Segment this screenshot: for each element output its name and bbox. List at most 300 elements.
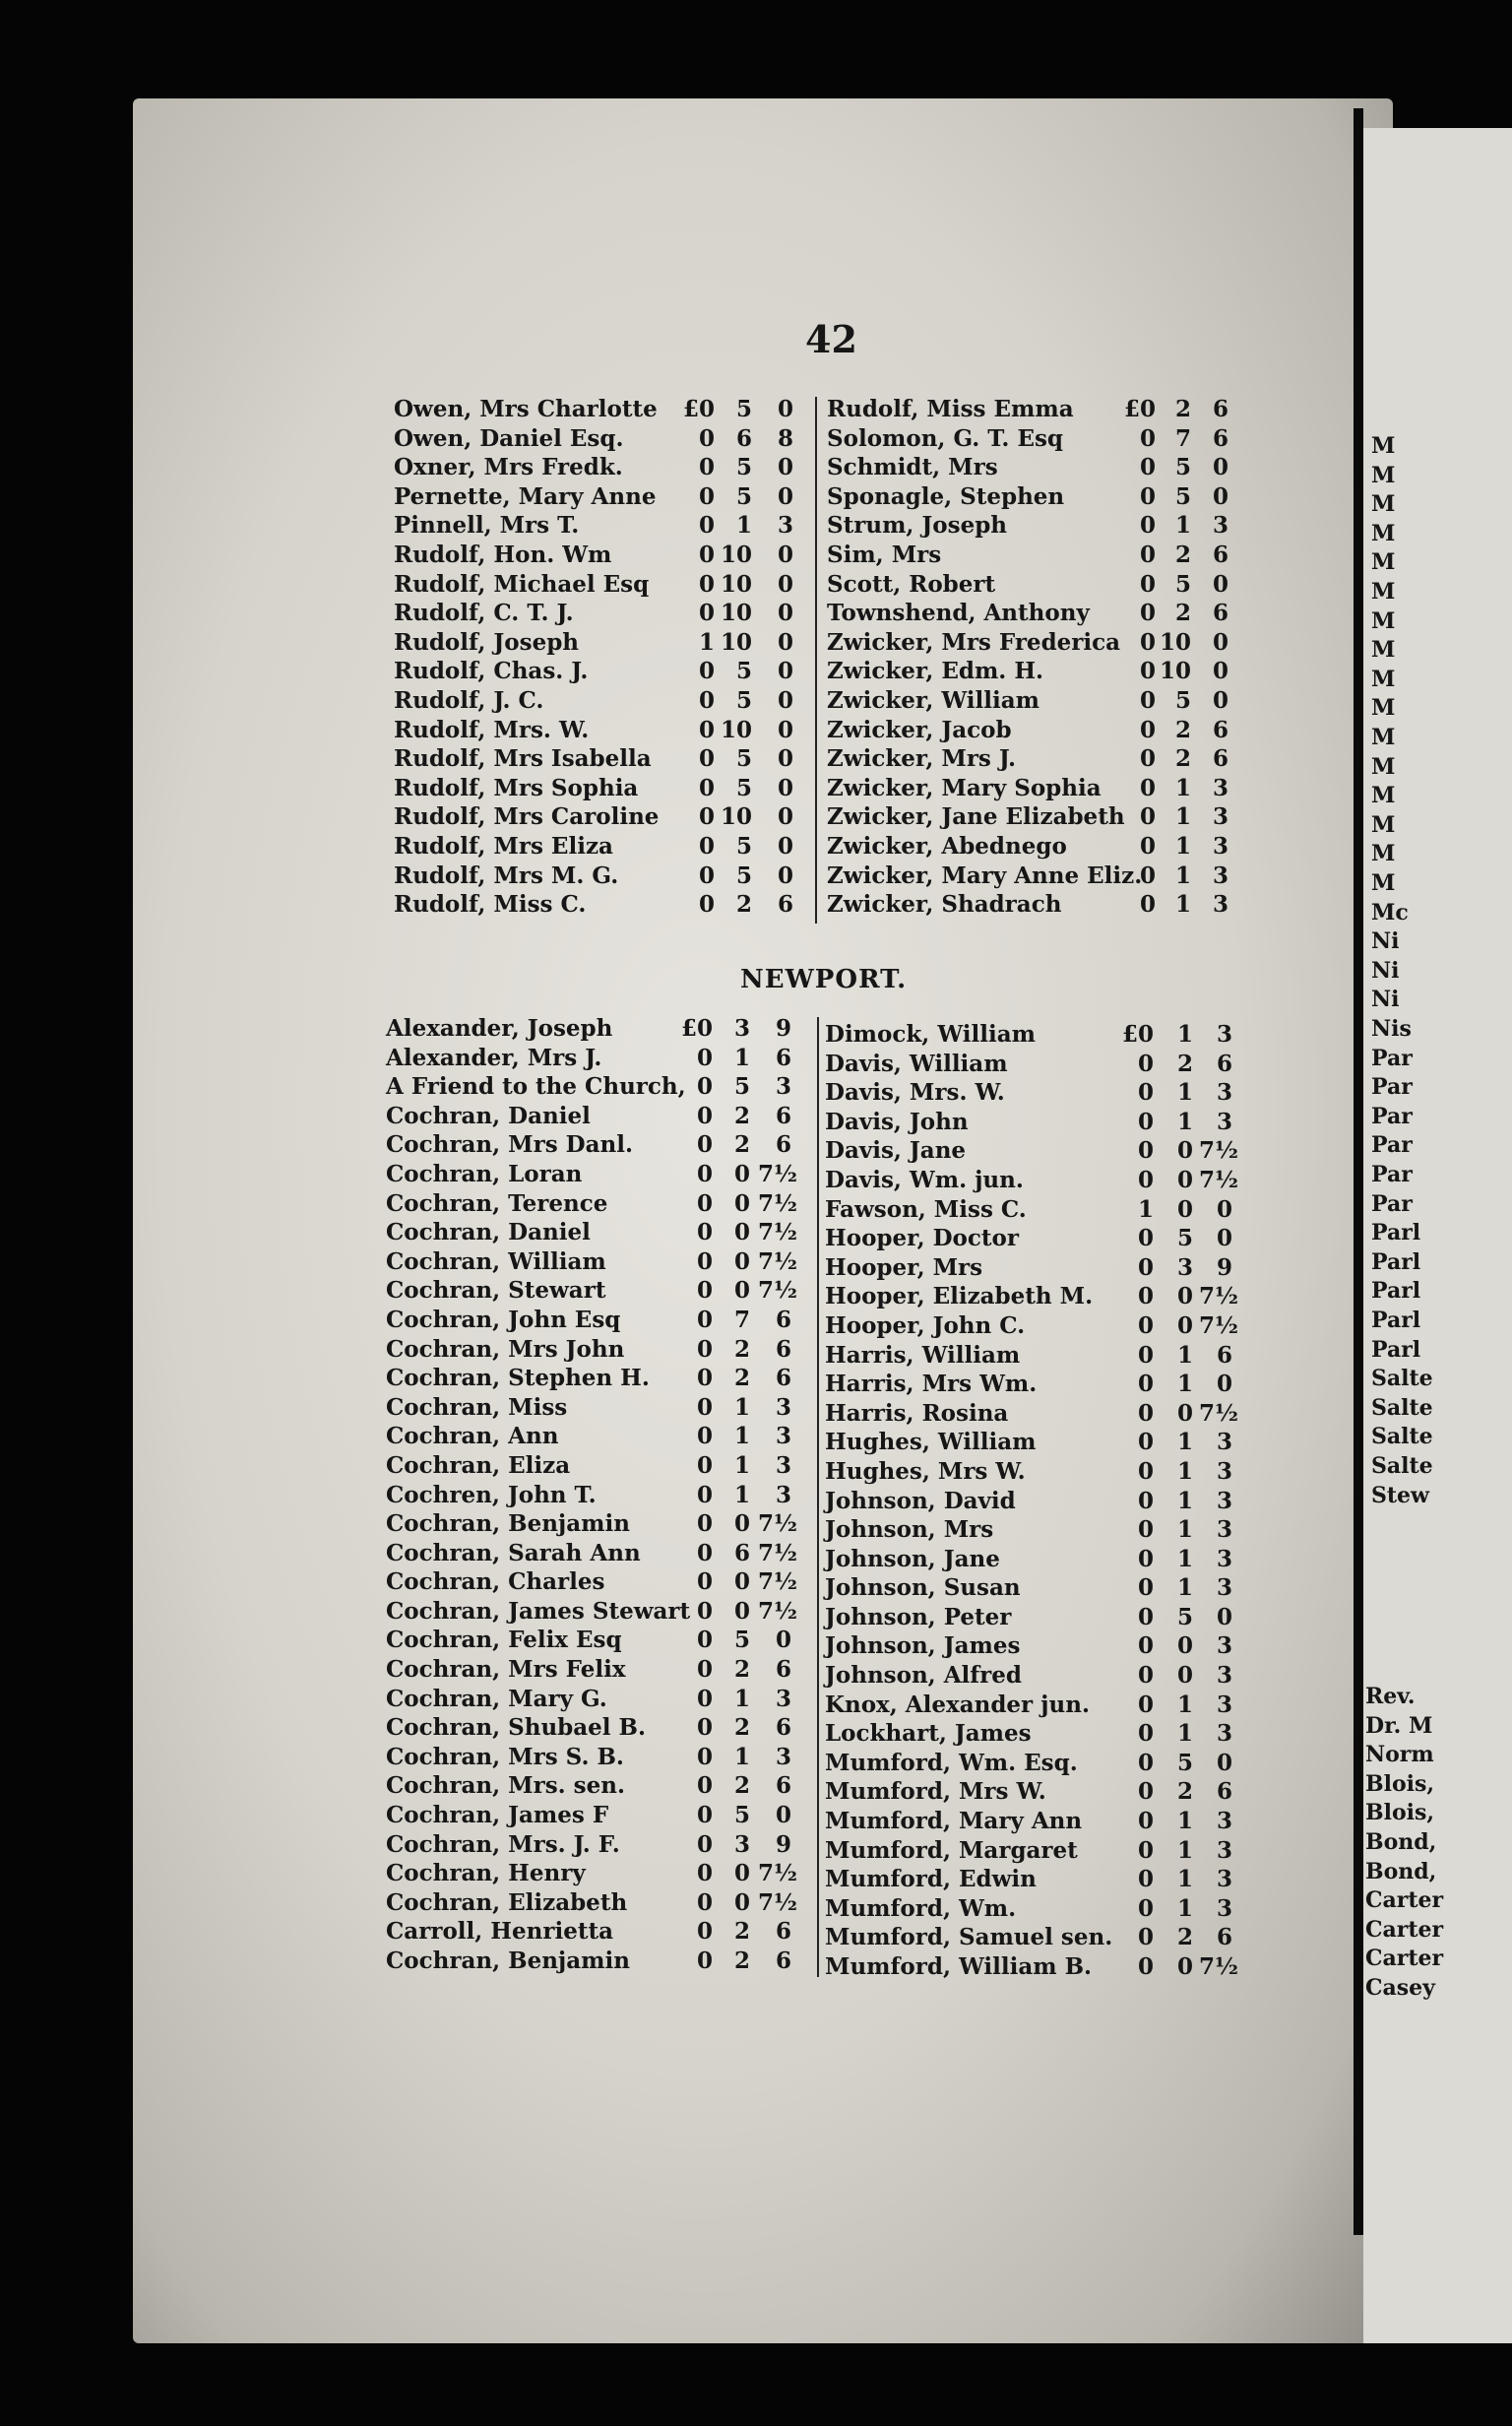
shillings-value: 1	[1176, 1079, 1193, 1107]
facing-page-fragment: M	[1371, 462, 1396, 488]
pence-value: 3	[1212, 803, 1228, 831]
subscriber-name: Sponagle, Stephen	[827, 482, 1065, 510]
pence-value: 6	[1212, 716, 1228, 743]
shillings-value: 1	[1174, 891, 1191, 919]
subscriber-name: Davis, William	[825, 1050, 1008, 1077]
facing-page-fragment: M	[1371, 637, 1396, 664]
pence-value: 0	[1216, 1371, 1232, 1398]
pence-value: 0	[775, 1627, 791, 1654]
subscriber-name: Rudolf, J. C.	[394, 686, 544, 714]
pence-value: 3	[1216, 1720, 1232, 1748]
shillings-value: 2	[733, 1102, 750, 1129]
pounds-value: 0	[696, 1830, 713, 1858]
facing-page-fragment: Parl	[1371, 1308, 1421, 1333]
subscriber-name: Zwicker, Mrs J.	[827, 745, 1016, 773]
subscriber-name: Mumford, William B.	[825, 1953, 1093, 1980]
facing-page-edge	[1363, 128, 1512, 2343]
pounds-value: 0	[1137, 1371, 1154, 1398]
pounds-value: 0	[1137, 1894, 1154, 1922]
shillings-value: 5	[735, 774, 752, 801]
pounds-value: 0	[698, 512, 715, 540]
shillings-value: 1	[1176, 1487, 1193, 1514]
pounds-value: 0	[696, 1597, 713, 1625]
shillings-value: 0	[1176, 1195, 1193, 1223]
shillings-value: 2	[1174, 745, 1191, 773]
pounds-value: 0	[1137, 1836, 1154, 1864]
subscriber-name: Cochran, Elizabeth	[386, 1888, 628, 1916]
subscriber-name: Cochran, Stewart	[386, 1277, 606, 1305]
pounds-value: 0	[698, 862, 715, 889]
pounds-value: 0	[696, 1131, 713, 1159]
shillings-value: 0	[733, 1160, 750, 1187]
shillings-value: 2	[733, 1131, 750, 1159]
pence-value: 0	[777, 482, 793, 510]
pence-value: 7½	[758, 1189, 797, 1217]
subscriber-name: Rudolf, Mrs. W.	[394, 716, 590, 743]
shillings-value: 2	[1176, 1924, 1193, 1951]
facing-page-fragment: Ni	[1371, 987, 1400, 1013]
pence-value: 7½	[758, 1568, 797, 1596]
shillings-value: 5	[735, 686, 752, 714]
pence-value: 7½	[1199, 1399, 1238, 1427]
pence-value: 6	[1212, 745, 1228, 773]
pounds-value: 0	[698, 482, 715, 510]
pounds-value: 0	[1137, 1341, 1154, 1369]
pence-value: 3	[1216, 1574, 1232, 1602]
pence-value: 9	[1216, 1253, 1232, 1281]
subscriber-name: Zwicker, Edm. H.	[827, 658, 1044, 685]
subscriber-name: Cochran, Mrs Danl.	[386, 1131, 633, 1159]
pence-value: 7½	[758, 1219, 797, 1246]
pence-value: 3	[1216, 1021, 1232, 1048]
shillings-value: 1	[1176, 1894, 1193, 1922]
subscriber-name: Pinnell, Mrs T.	[394, 512, 580, 540]
pence-value: 0	[1212, 570, 1228, 598]
facing-page-fragment: Par	[1371, 1190, 1413, 1217]
pence-value: 3	[1212, 832, 1228, 860]
facing-page-fragment: Par	[1371, 1132, 1413, 1159]
pence-value: 7½	[758, 1597, 797, 1625]
pounds-value: 0	[696, 1189, 713, 1217]
pence-value: 6	[1212, 541, 1228, 568]
subscriber-name: Zwicker, Jane Elizabeth	[827, 803, 1125, 831]
subscriber-name: Alexander, Joseph	[386, 1015, 613, 1042]
pounds-value: 0	[698, 803, 715, 831]
shillings-value: 1	[733, 1393, 750, 1421]
pence-value: 3	[1216, 1516, 1232, 1544]
shillings-value: 5	[1174, 482, 1191, 510]
pence-value: 0	[777, 396, 793, 422]
subscriber-name: Cochran, John Esq	[386, 1306, 621, 1333]
shillings-value: 1	[733, 1423, 750, 1450]
pounds-value: £0	[680, 1015, 713, 1042]
pounds-value: 0	[1137, 1662, 1154, 1690]
pence-value: 3	[1212, 891, 1228, 919]
pounds-value: 0	[696, 1539, 713, 1566]
pounds-value: 0	[696, 1423, 713, 1450]
pounds-value: 0	[696, 1306, 713, 1333]
shillings-value: 1	[1174, 832, 1191, 860]
pounds-value: 0	[1139, 862, 1156, 889]
subscriber-name: Hooper, Elizabeth M.	[825, 1283, 1094, 1310]
facing-page-fragment: Bond,	[1365, 1858, 1437, 1884]
subscriber-name: Johnson, Peter	[825, 1603, 1012, 1630]
facing-page-fragment: Salte	[1371, 1394, 1433, 1421]
facing-page-fragment: Norm	[1365, 1742, 1434, 1768]
pounds-value: 0	[696, 1568, 713, 1596]
shillings-value: 1	[733, 1685, 750, 1712]
subscriber-name: Rudolf, Mrs Eliza	[394, 832, 613, 860]
subscriber-name: Zwicker, Mrs Frederica	[827, 628, 1121, 656]
facing-page-fragment: Parl	[1371, 1336, 1421, 1363]
shillings-value: 0	[1176, 1311, 1193, 1339]
pounds-value: 0	[1137, 1691, 1154, 1718]
facing-page-fragment: M	[1371, 666, 1396, 692]
pounds-value: 0	[696, 1947, 713, 1974]
pounds-value: 0	[1139, 600, 1156, 627]
shillings-value: 3	[733, 1015, 750, 1042]
pounds-value: 0	[696, 1160, 713, 1187]
shillings-value: 5	[735, 482, 752, 510]
subscriber-name: Cochran, Henry	[386, 1860, 586, 1887]
pence-value: 6	[775, 1656, 791, 1684]
pounds-value: 0	[1139, 686, 1156, 714]
shillings-value: 0	[1176, 1137, 1193, 1165]
pounds-value: 0	[696, 1860, 713, 1887]
shillings-value: 1	[733, 1743, 750, 1770]
pence-value: 6	[775, 1044, 791, 1071]
pence-value: 6	[777, 891, 793, 919]
subscriber-name: Cochran, Terence	[386, 1189, 608, 1217]
shillings-value: 2	[733, 1714, 750, 1742]
column-separator	[815, 397, 817, 924]
pence-value: 6	[1216, 1050, 1232, 1077]
shillings-value: 2	[733, 1656, 750, 1684]
pounds-value: 0	[1137, 1808, 1154, 1835]
pounds-value: 0	[696, 1393, 713, 1421]
subscriber-name: Cochran, Felix Esq	[386, 1627, 622, 1654]
facing-page-fragment: Rev.	[1365, 1684, 1416, 1709]
pence-value: 6	[1216, 1778, 1232, 1806]
pounds-value: 0	[698, 774, 715, 801]
shillings-value: 5	[733, 1627, 750, 1654]
pence-value: 0	[777, 803, 793, 831]
subscriber-name: Pernette, Mary Anne	[394, 482, 657, 510]
subscriber-name: Zwicker, Jacob	[827, 716, 1012, 743]
pounds-value: 0	[1137, 1866, 1154, 1893]
pounds-value: 0	[1139, 803, 1156, 831]
pence-value: 6	[1216, 1341, 1232, 1369]
pence-value: 3	[1216, 1545, 1232, 1572]
pounds-value: 0	[1137, 1749, 1154, 1776]
pence-value: 3	[1216, 1429, 1232, 1456]
shillings-value: 2	[735, 891, 752, 919]
pence-value: 0	[777, 570, 793, 598]
shillings-value: 2	[1176, 1050, 1193, 1077]
shillings-value: 2	[1174, 541, 1191, 568]
pence-value: 0	[777, 774, 793, 801]
subscriber-name: Zwicker, William	[827, 686, 1040, 714]
shillings-value: 2	[1174, 716, 1191, 743]
shillings-value: 5	[733, 1073, 750, 1101]
subscriber-name: Cochran, Mary G.	[386, 1685, 607, 1712]
pounds-value: 0	[696, 1102, 713, 1129]
pounds-value: 0	[1139, 541, 1156, 568]
pounds-value: 0	[696, 1685, 713, 1712]
subscriber-name: Johnson, Alfred	[825, 1662, 1023, 1690]
pounds-value: 0	[696, 1451, 713, 1479]
pounds-value: 0	[1139, 512, 1156, 540]
pounds-value: 0	[1139, 658, 1156, 685]
subscriber-name: Hooper, John C.	[825, 1311, 1026, 1339]
pence-value: 3	[1216, 1836, 1232, 1864]
shillings-value: 5	[735, 454, 752, 481]
subscriber-name: A Friend to the Church,	[386, 1073, 686, 1101]
shillings-value: 2	[733, 1365, 750, 1392]
pounds-value: 0	[696, 1772, 713, 1800]
pounds-value: 0	[1139, 832, 1156, 860]
shillings-value: 1	[733, 1481, 750, 1508]
facing-page-fragment: M	[1371, 433, 1396, 459]
subscriber-name: Solomon, G. T. Esq	[827, 424, 1064, 452]
shillings-value: 0	[1176, 1662, 1193, 1690]
subscriber-name: Rudolf, Joseph	[394, 628, 580, 656]
shillings-value: 1	[733, 1451, 750, 1479]
facing-page-fragment: Blois,	[1365, 1800, 1435, 1826]
subscriber-name: Cochran, Mrs. J. F.	[386, 1830, 620, 1858]
subscriber-name: Cochran, Daniel	[386, 1102, 591, 1129]
facing-page-fragment: Par	[1371, 1162, 1413, 1187]
facing-page-fragment: Ni	[1371, 928, 1400, 955]
shillings-value: 2	[733, 1947, 750, 1974]
pounds-value: 0	[696, 1510, 713, 1538]
subscriber-name: Mumford, Wm. Esq.	[825, 1749, 1078, 1776]
pence-value: 6	[775, 1365, 791, 1392]
subscriber-name: Harris, William	[825, 1341, 1021, 1369]
subscriber-name: Mumford, Mrs W.	[825, 1778, 1046, 1806]
pence-value: 6	[775, 1335, 791, 1363]
subscriber-name: Cochran, William	[386, 1247, 606, 1275]
pence-value: 7½	[1199, 1953, 1238, 1980]
facing-page-fragment: Salte	[1371, 1453, 1433, 1479]
subscriber-name: Zwicker, Mary Sophia	[827, 774, 1102, 801]
subscriber-name: Rudolf, Miss Emma	[827, 396, 1074, 422]
pence-value: 3	[1216, 1808, 1232, 1835]
facing-page-fragment: Ni	[1371, 957, 1400, 984]
facing-page-fragment: Salte	[1371, 1366, 1433, 1392]
subscriber-name: Cochran, Mrs John	[386, 1335, 625, 1363]
shillings-value: 10	[720, 600, 752, 627]
pence-value: 7½	[758, 1539, 797, 1566]
pounds-value: 0	[698, 570, 715, 598]
pence-value: 7½	[1199, 1283, 1238, 1310]
shillings-value: 0	[733, 1597, 750, 1625]
pounds-value: 0	[696, 1888, 713, 1916]
facing-page-fragment: Casey	[1365, 1975, 1435, 2001]
subscriber-name: Cochran, Ann	[386, 1423, 559, 1450]
pounds-value: 0	[1139, 745, 1156, 773]
book-spine	[1354, 108, 1363, 2235]
subscriber-name: Dimock, William	[825, 1021, 1036, 1048]
subscriber-name: Hughes, William	[825, 1429, 1037, 1456]
pounds-value: £0	[682, 396, 715, 422]
pounds-value: 0	[696, 1656, 713, 1684]
pence-value: 3	[1212, 512, 1228, 540]
pence-value: 7½	[758, 1247, 797, 1275]
facing-page-fragment: Mc	[1371, 899, 1409, 926]
facing-page-fragment: Parl	[1371, 1248, 1421, 1275]
facing-page-fragment: M	[1371, 841, 1396, 867]
subscriber-name: Fawson, Miss C.	[825, 1195, 1027, 1223]
pence-value: 3	[1216, 1866, 1232, 1893]
subscriber-name: Davis, Wm. jun.	[825, 1166, 1024, 1193]
shillings-value: 1	[1176, 1574, 1193, 1602]
pence-value: 6	[1212, 424, 1228, 452]
pounds-value: 0	[1137, 1720, 1154, 1748]
pounds-value: 0	[1137, 1079, 1154, 1107]
pence-value: 3	[1216, 1662, 1232, 1690]
pence-value: 0	[777, 686, 793, 714]
shillings-value: 1	[1176, 1545, 1193, 1572]
pounds-value: 0	[1137, 1545, 1154, 1572]
shillings-value: 0	[1176, 1953, 1193, 1980]
subscriber-name: Cochran, James F	[386, 1802, 609, 1829]
pence-value: 6	[775, 1947, 791, 1974]
subscriber-name: Mumford, Mary Ann	[825, 1808, 1083, 1835]
facing-page-fragment: M	[1371, 870, 1396, 896]
subscriber-name: Harris, Rosina	[825, 1399, 1009, 1427]
pounds-value: 0	[698, 832, 715, 860]
shillings-value: 3	[1176, 1253, 1193, 1281]
shillings-value: 6	[733, 1539, 750, 1566]
pounds-value: 0	[696, 1743, 713, 1770]
subscriber-name: Cochran, Benjamin	[386, 1510, 630, 1538]
pence-value: 7½	[758, 1860, 797, 1887]
shillings-value: 3	[733, 1830, 750, 1858]
subscriber-name: Harris, Mrs Wm.	[825, 1371, 1038, 1398]
pounds-value: 0	[696, 1365, 713, 1392]
pounds-value: £0	[1121, 1021, 1154, 1048]
shillings-value: 1	[1176, 1341, 1193, 1369]
pounds-value: 0	[1137, 1399, 1154, 1427]
pounds-value: 0	[1137, 1516, 1154, 1544]
shillings-value: 10	[1159, 628, 1191, 656]
shillings-value: 1	[1176, 1720, 1193, 1748]
subscriber-name: Rudolf, Mrs Sophia	[394, 774, 639, 801]
shillings-value: 0	[733, 1568, 750, 1596]
subscriber-name: Cochran, James Stewart	[386, 1597, 691, 1625]
pence-value: 3	[775, 1393, 791, 1421]
shillings-value: 5	[1176, 1225, 1193, 1252]
facing-page-fragment: Parl	[1371, 1220, 1421, 1246]
pounds-value: 0	[698, 541, 715, 568]
pounds-value: 0	[696, 1247, 713, 1275]
shillings-value: 5	[735, 862, 752, 889]
shillings-value: 10	[720, 716, 752, 743]
shillings-value: 10	[720, 628, 752, 656]
pounds-value: 0	[698, 891, 715, 919]
shillings-value: 5	[1176, 1603, 1193, 1630]
pounds-value: 0	[696, 1073, 713, 1101]
pounds-value: 1	[1137, 1195, 1154, 1223]
pence-value: 3	[775, 1685, 791, 1712]
pence-value: 0	[777, 745, 793, 773]
pence-value: 0	[777, 628, 793, 656]
shillings-value: 2	[1174, 600, 1191, 627]
pounds-value: 0	[696, 1044, 713, 1071]
pounds-value: 0	[698, 716, 715, 743]
subscriber-name: Owen, Daniel Esq.	[394, 424, 624, 452]
shillings-value: 10	[720, 570, 752, 598]
facing-page-fragment: Stew	[1371, 1482, 1429, 1508]
facing-page-fragment: M	[1371, 520, 1396, 546]
pounds-value: 0	[698, 454, 715, 481]
facing-page-fragment: M	[1371, 783, 1396, 809]
facing-page-fragment: M	[1371, 491, 1396, 518]
subscriber-name: Cochran, Benjamin	[386, 1947, 630, 1974]
facing-page-fragment: Blois,	[1365, 1770, 1435, 1797]
facing-page-fragment: Bond,	[1365, 1829, 1437, 1855]
pounds-value: 0	[696, 1219, 713, 1246]
shillings-value: 1	[1176, 1021, 1193, 1048]
pounds-value: 0	[1137, 1050, 1154, 1077]
pence-value: 3	[1216, 1632, 1232, 1660]
pounds-value: 0	[698, 424, 715, 452]
pence-value: 6	[775, 1306, 791, 1333]
pence-value: 6	[775, 1772, 791, 1800]
shillings-value: 5	[1174, 686, 1191, 714]
pence-value: 7½	[758, 1160, 797, 1187]
pence-value: 9	[775, 1830, 791, 1858]
pence-value: 3	[775, 1423, 791, 1450]
pence-value: 0	[777, 600, 793, 627]
shillings-value: 5	[733, 1802, 750, 1829]
subscriber-name: Johnson, Susan	[825, 1574, 1021, 1602]
section-heading: NEWPORT.	[740, 965, 908, 994]
facing-page-fragment: M	[1371, 607, 1396, 634]
shillings-value: 0	[733, 1219, 750, 1246]
subscriber-name: Mumford, Samuel sen.	[825, 1924, 1113, 1951]
facing-page-fragment: Parl	[1371, 1278, 1421, 1305]
pence-value: 0	[1212, 628, 1228, 656]
pounds-value: 0	[1139, 570, 1156, 598]
shillings-value: 2	[1174, 396, 1191, 422]
pounds-value: 0	[698, 658, 715, 685]
shillings-value: 5	[1174, 454, 1191, 481]
shillings-value: 5	[735, 832, 752, 860]
pence-value: 3	[1216, 1691, 1232, 1718]
shillings-value: 1	[1176, 1836, 1193, 1864]
subscriber-name: Cochren, John T.	[386, 1481, 597, 1508]
pounds-value: 0	[696, 1918, 713, 1946]
subscriber-name: Cochran, Charles	[386, 1568, 605, 1596]
subscriber-name: Johnson, Mrs	[825, 1516, 994, 1544]
pence-value: 0	[777, 541, 793, 568]
pence-value: 3	[775, 1451, 791, 1479]
pence-value: 0	[777, 454, 793, 481]
shillings-value: 1	[1174, 862, 1191, 889]
facing-page-fragment: Carter	[1365, 1887, 1444, 1914]
pence-value: 3	[1212, 862, 1228, 889]
pounds-value: 0	[696, 1802, 713, 1829]
facing-page-fragment: M	[1371, 549, 1396, 576]
shillings-value: 10	[1159, 658, 1191, 685]
pence-value: 7½	[1199, 1137, 1238, 1165]
shillings-value: 5	[735, 745, 752, 773]
pounds-value: 0	[696, 1714, 713, 1742]
subscriber-name: Cochran, Mrs Felix	[386, 1656, 626, 1684]
pounds-value: 0	[1137, 1924, 1154, 1951]
